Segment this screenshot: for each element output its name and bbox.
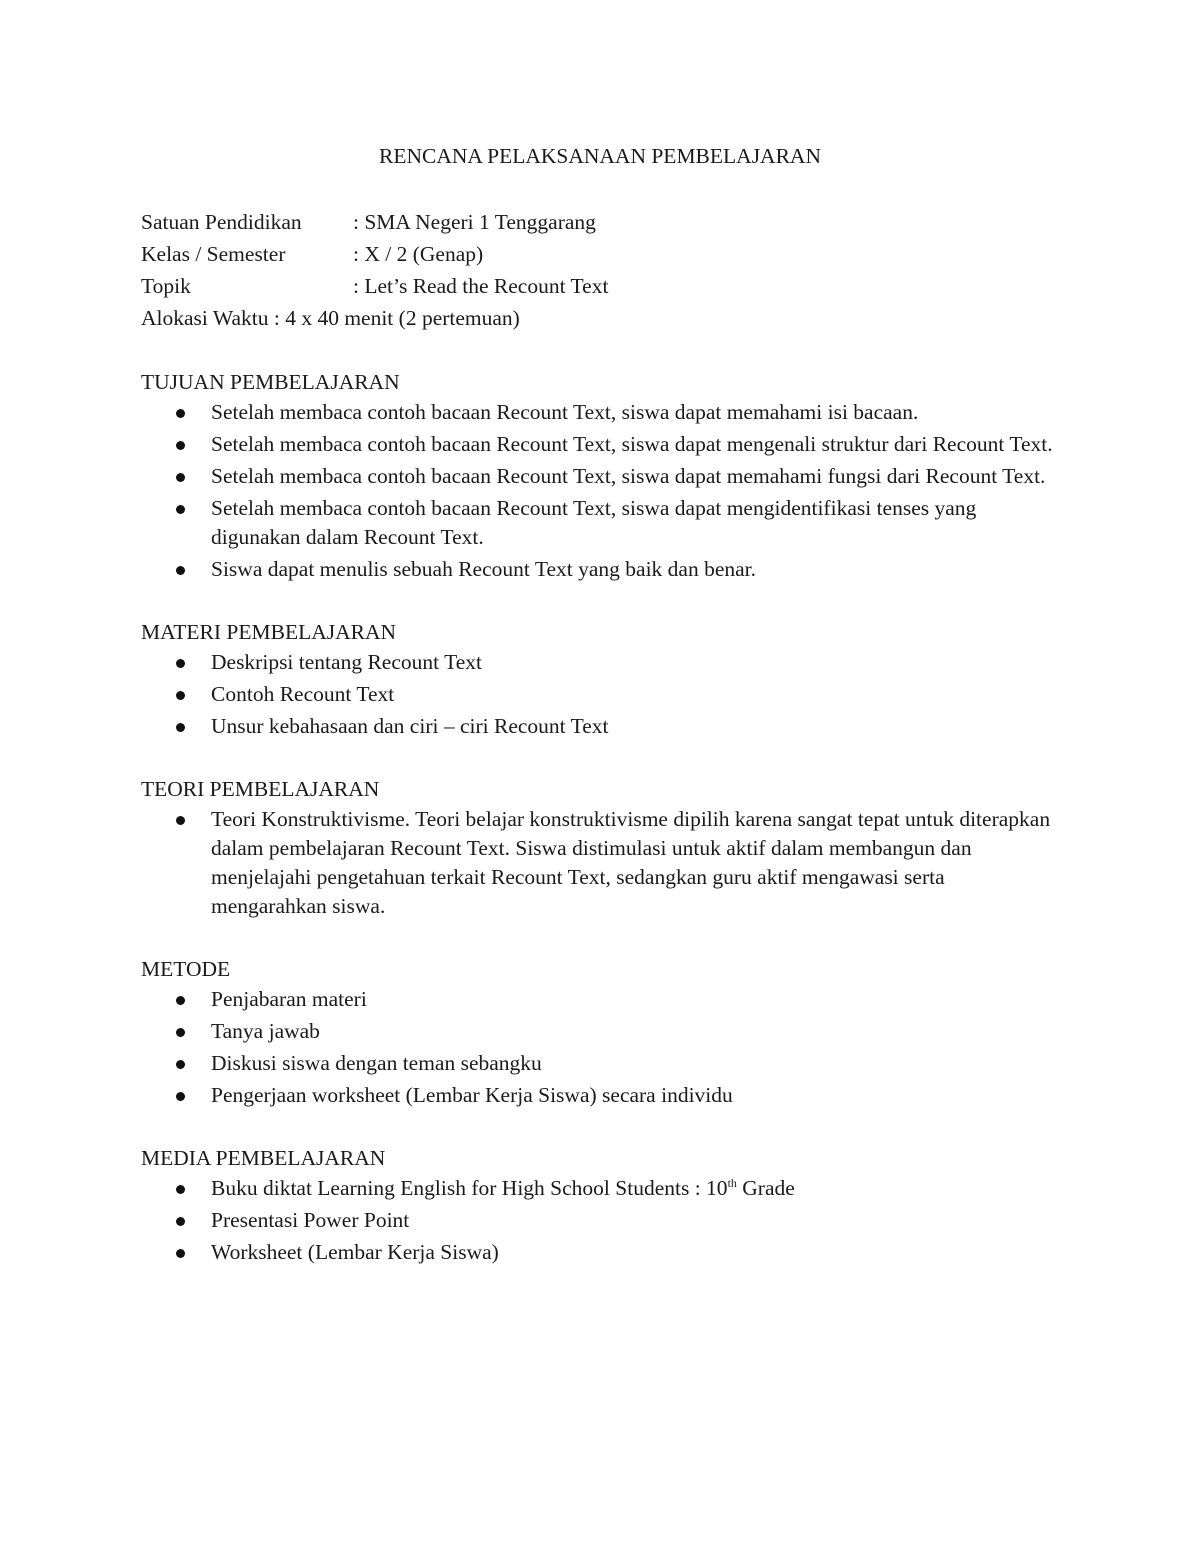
bullet-icon	[176, 659, 185, 668]
list-item	[141, 494, 1061, 552]
list-item-text: Presentasi Power Point	[211, 1208, 410, 1232]
info-value: : Let’s Read the Recount Text	[353, 274, 609, 298]
bullet-list	[141, 648, 1061, 741]
list-item-text: Setelah membaca contoh bacaan Recount Text, siswa dapat mengidentifikasi tenses yang digunakan dalam Recount Text.	[211, 496, 977, 549]
info-block	[141, 206, 1061, 334]
list-item-text: Siswa dapat menulis sebuah Recount Text yang baik dan benar.	[211, 557, 757, 581]
list-item	[141, 648, 1061, 677]
list-item-text: Pengerjaan worksheet (Lembar Kerja Siswa) secara individu	[211, 1083, 733, 1107]
list-item-text: Deskripsi tentang Recount Text	[211, 650, 482, 674]
list-item	[141, 1238, 1061, 1267]
section-heading: METODE	[141, 957, 231, 981]
list-item	[141, 985, 1061, 1014]
list-item	[141, 462, 1061, 491]
info-row-satuan	[141, 206, 1061, 238]
bullet-icon	[176, 816, 185, 825]
list-item	[141, 1081, 1061, 1110]
info-label: Satuan Pendidikan	[141, 210, 302, 234]
section-teori	[141, 773, 1061, 921]
ordinal-suffix: th	[727, 1175, 737, 1190]
section-heading: TEORI PEMBELAJARAN	[141, 777, 380, 801]
section-heading: TUJUAN PEMBELAJARAN	[141, 370, 400, 394]
section-materi	[141, 616, 1061, 741]
list-item-text: Penjabaran materi	[211, 987, 367, 1011]
document-page	[141, 142, 1061, 1270]
section-media	[141, 1142, 1061, 1267]
bullet-icon	[176, 473, 185, 482]
list-item-text: Worksheet (Lembar Kerja Siswa)	[211, 1240, 499, 1264]
list-item	[141, 680, 1061, 709]
list-item-text: Buku diktat Learning English for High School Students : 10	[211, 1176, 728, 1200]
list-item	[141, 1206, 1061, 1235]
info-label: Alokasi Waktu	[141, 306, 269, 330]
bullet-icon	[176, 1249, 185, 1258]
section-heading: MATERI PEMBELAJARAN	[141, 620, 397, 644]
list-item-text: Contoh Recount Text	[211, 682, 395, 706]
list-item	[141, 1017, 1061, 1046]
section-metode	[141, 953, 1061, 1110]
bullet-icon	[176, 1092, 185, 1101]
info-row-kelas	[141, 238, 1061, 270]
info-value: : 4 x 40 menit (2 pertemuan)	[273, 306, 520, 330]
info-label: Topik	[141, 274, 191, 298]
bullet-icon	[176, 409, 185, 418]
list-item	[141, 398, 1061, 427]
list-item	[141, 430, 1061, 459]
list-item-text: Unsur kebahasaan dan ciri – ciri Recount Text	[211, 714, 609, 738]
list-item-text: Setelah membaca contoh bacaan Recount Text, siswa dapat mengenali struktur dari Recount Text.	[211, 432, 1053, 456]
list-item-text: Diskusi siswa dengan teman sebangku	[211, 1051, 542, 1075]
bullet-icon	[176, 505, 185, 514]
bullet-list	[141, 398, 1061, 584]
info-value: : X / 2 (Genap)	[353, 242, 484, 266]
info-value: : SMA Negeri 1 Tenggarang	[353, 210, 596, 234]
bullet-icon	[176, 691, 185, 700]
list-item-text: Setelah membaca contoh bacaan Recount Text, siswa dapat memahami isi bacaan.	[211, 400, 919, 424]
document-title: RENCANA PELAKSANAAN PEMBELAJARAN	[379, 144, 821, 168]
bullet-icon	[176, 1060, 185, 1069]
bullet-list	[141, 1174, 1061, 1267]
bullet-list	[141, 805, 1061, 921]
info-row-alokasi	[141, 302, 1061, 334]
list-item	[141, 1049, 1061, 1078]
info-row-topik	[141, 270, 1061, 302]
list-item	[141, 712, 1061, 741]
info-label: Kelas / Semester	[141, 242, 286, 266]
section-tujuan	[141, 366, 1061, 584]
bullet-icon	[176, 723, 185, 732]
list-item-text-tail: Grade	[736, 1176, 795, 1200]
list-item-text: Tanya jawab	[211, 1019, 320, 1043]
bullet-list	[141, 985, 1061, 1110]
bullet-icon	[176, 996, 185, 1005]
bullet-icon	[176, 1028, 185, 1037]
list-item	[141, 1174, 1061, 1203]
bullet-icon	[176, 566, 185, 575]
bullet-icon	[176, 441, 185, 450]
section-heading: MEDIA PEMBELAJARAN	[141, 1146, 386, 1170]
list-item	[141, 805, 1061, 921]
list-item-text: Setelah membaca contoh bacaan Recount Text, siswa dapat memahami fungsi dari Recount Text.	[211, 464, 1046, 488]
bullet-icon	[176, 1217, 185, 1226]
list-item-text: Teori Konstruktivisme. Teori belajar konstruktivisme dipilih karena sangat tepat untuk diterapkan dalam pembelajaran Recount Text. Siswa distimulasi untuk aktif dalam membangun dan menjelajahi pengetahuan terkait Recount Text, sedangkan guru aktif mengawasi serta mengarahkan siswa.	[211, 807, 1051, 918]
list-item	[141, 555, 1061, 584]
bullet-icon	[176, 1185, 185, 1194]
